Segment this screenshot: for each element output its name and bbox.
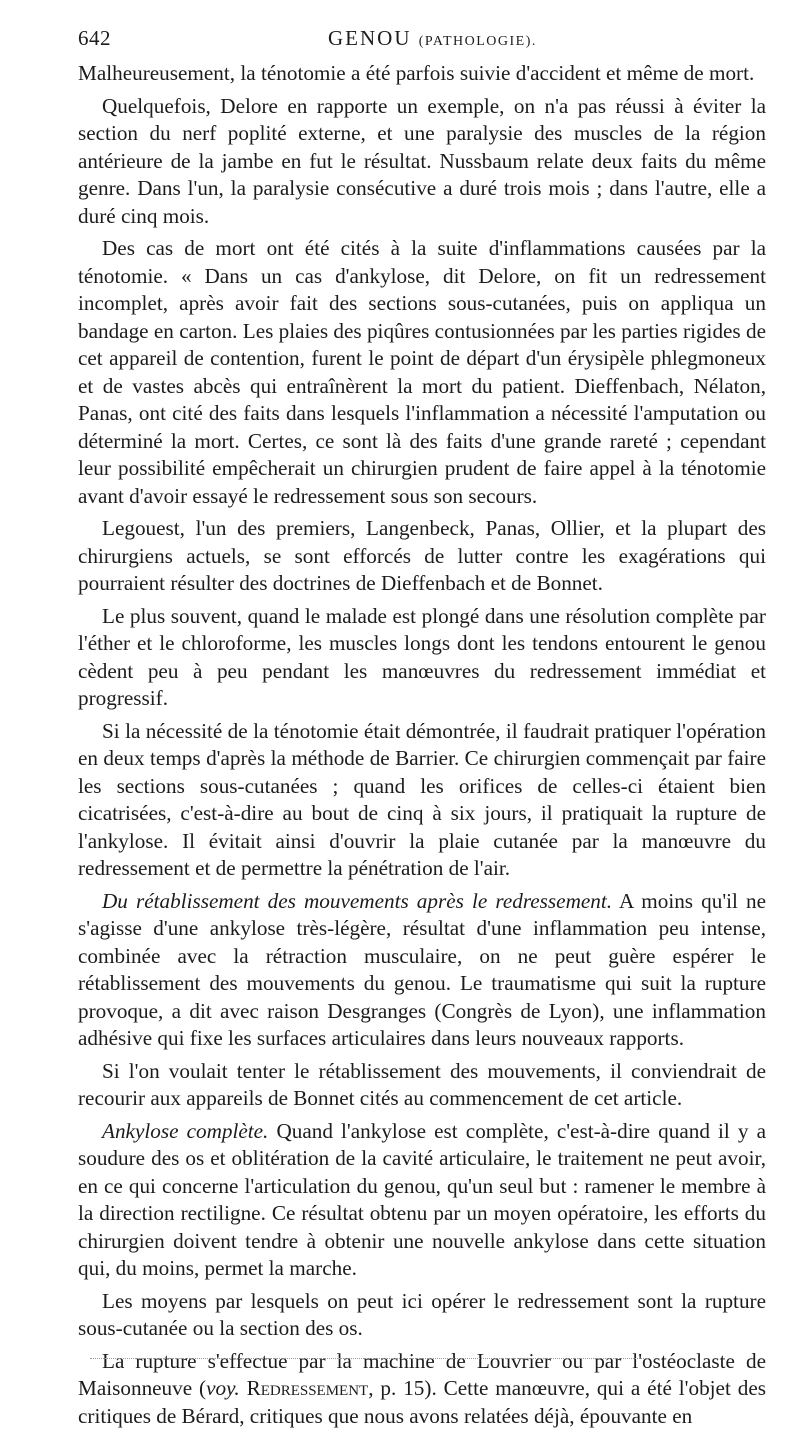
paragraph-5: Le plus souvent, quand le malade est plongé dans une résolution complète par l'éther et le chloroforme, les muscles longs dont les tendons entourent le genou cèdent peu à peu pendant les manœuvres du redressement immédiat et progressif. [78,603,766,710]
page-number: 642 [78,26,111,50]
paragraph-9 [78,1118,766,1283]
paragraph-8: Si l'on voulait tenter le rétablissement des mouvements, il conviendrait de recourir aux appareils de Bonnet cités au commencement de cet article. [78,1058,766,1110]
cross-reference-title: Redressement [246,1376,369,1400]
paragraph-1: Malheureusement, la ténotomie a été parfois suivie d'accident et même de mort. [78,61,755,85]
running-head-subtitle: (PATHOLOGIE). [418,34,537,49]
running-head-title: GENOU [328,26,412,50]
body-text [78,60,766,1435]
cross-reference-voy: voy. [206,1376,240,1400]
paragraph-3: Des cas de mort ont été cités à la suite d'inflammations causées par la ténotomie. « Dans un cas d'ankylose, dit Delore, on fit un redressement incomplet, après avoir fait des sections sous-cutanées, puis on appliqua un bandage en carton. Les plaies des piqûres contusionnées par les parties rigides de cet appareil de contention, furent le point de départ d'un érysipèle phlegmoneux et de vastes abcès qui entraînèrent la mort du patient. Dieffenbach, Nélaton, Panas, ont cité des faits dans lesquels l'inflammation a nécessité l'amputation ou déterminé la mort. Certes, ce sont là des faits d'une grande rareté ; cependant leur possibilité empêcherait un chirurgien prudent de faire appel à la ténotomie avant d'avoir essayé le redressement sous son secours. [78,236,766,508]
footer-rule [90,1358,650,1359]
paragraph-7 [78,888,766,1053]
running-head [328,26,537,51]
paragraph-9-text: Quand l'ankylose est complète, c'est-à-dire quand il y a soudure des os et oblitération de la cavité articulaire, le traitement ne peut avoir, en ce qui concerne l'articulation du genou, qu'un seul but : ramener le membre à la direction rectiligne. Ce résultat obtenu par un moyen opératoire, les efforts du chirurgien doivent tendre à obtenir une nouvelle ankylose dans cette situation qui, du moins, permet la marche. [78,1118,766,1280]
paragraph-11-text-b: , p. 15). Cette manœuvre, qui a été l'objet des critiques de Bérard, critiques que nous avons relatées déjà, épouvante en [78,1376,766,1428]
paragraph-7-text: A moins qu'il ne s'agisse d'une ankylose très-légère, résultat d'une inflammation peu intense, combinée avec la rétraction musculaire, on ne peut guère espérer le rétablissement des mouvements du genou. Le traumatisme qui suit la rupture provoque, a dit avec raison Desgranges (Congrès de Lyon), une inflammation adhésive qui fixe les surfaces articulaires dans leurs nouveaux rapports. [78,888,766,1050]
section-heading-retablissement: Du rétablissement des mouvements après le redressement. [102,888,613,913]
section-heading-ankylose-complete: Ankylose complète. [102,1118,269,1143]
paragraph-6: Si la nécessité de la ténotomie était démontrée, il faudrait pratiquer l'opération en deux temps d'après la méthode de Barrier. Ce chirurgien commençait par faire les sections sous-cutanées ; quand les orifices de celles-ci étaient bien cicatrisées, c'est-à-dire au bout de cinq à six jours, il pratiquait la rupture de l'ankylose. Il évitait ainsi d'ouvrir la plaie cutanée par la manœuvre du redressement et de permettre la pénétration de l'air. [78,718,766,880]
paragraph-2: Quelquefois, Delore en rapporte un exemple, on n'a pas réussi à éviter la section du nerf poplité externe, et une paralysie des muscles de la région antérieure de la jambe en fut le résultat. Nussbaum relate deux faits du même genre. Dans l'un, la paralysie consécutive a duré trois mois ; dans l'autre, elle a duré cinq mois. [78,93,766,228]
page-header [78,26,778,56]
paragraph-4: Legouest, l'un des premiers, Langenbeck, Panas, Ollier, et la plupart des chirurgiens actuels, se sont efforcés de lutter contre les exagérations qui pourraient résulter des doctrines de Dieffenbach et de Bonnet. [78,516,766,595]
paragraph-10: Les moyens par lesquels on peut ici opérer le redressement sont la rupture sous-cutanée ou la section des os. [78,1288,766,1340]
paragraph-11-text-a: La rupture s'effectue par la machine de Louvrier ou par l'ostéoclaste de Maisonneuve ( [78,1348,766,1400]
paragraph-11 [78,1348,766,1431]
